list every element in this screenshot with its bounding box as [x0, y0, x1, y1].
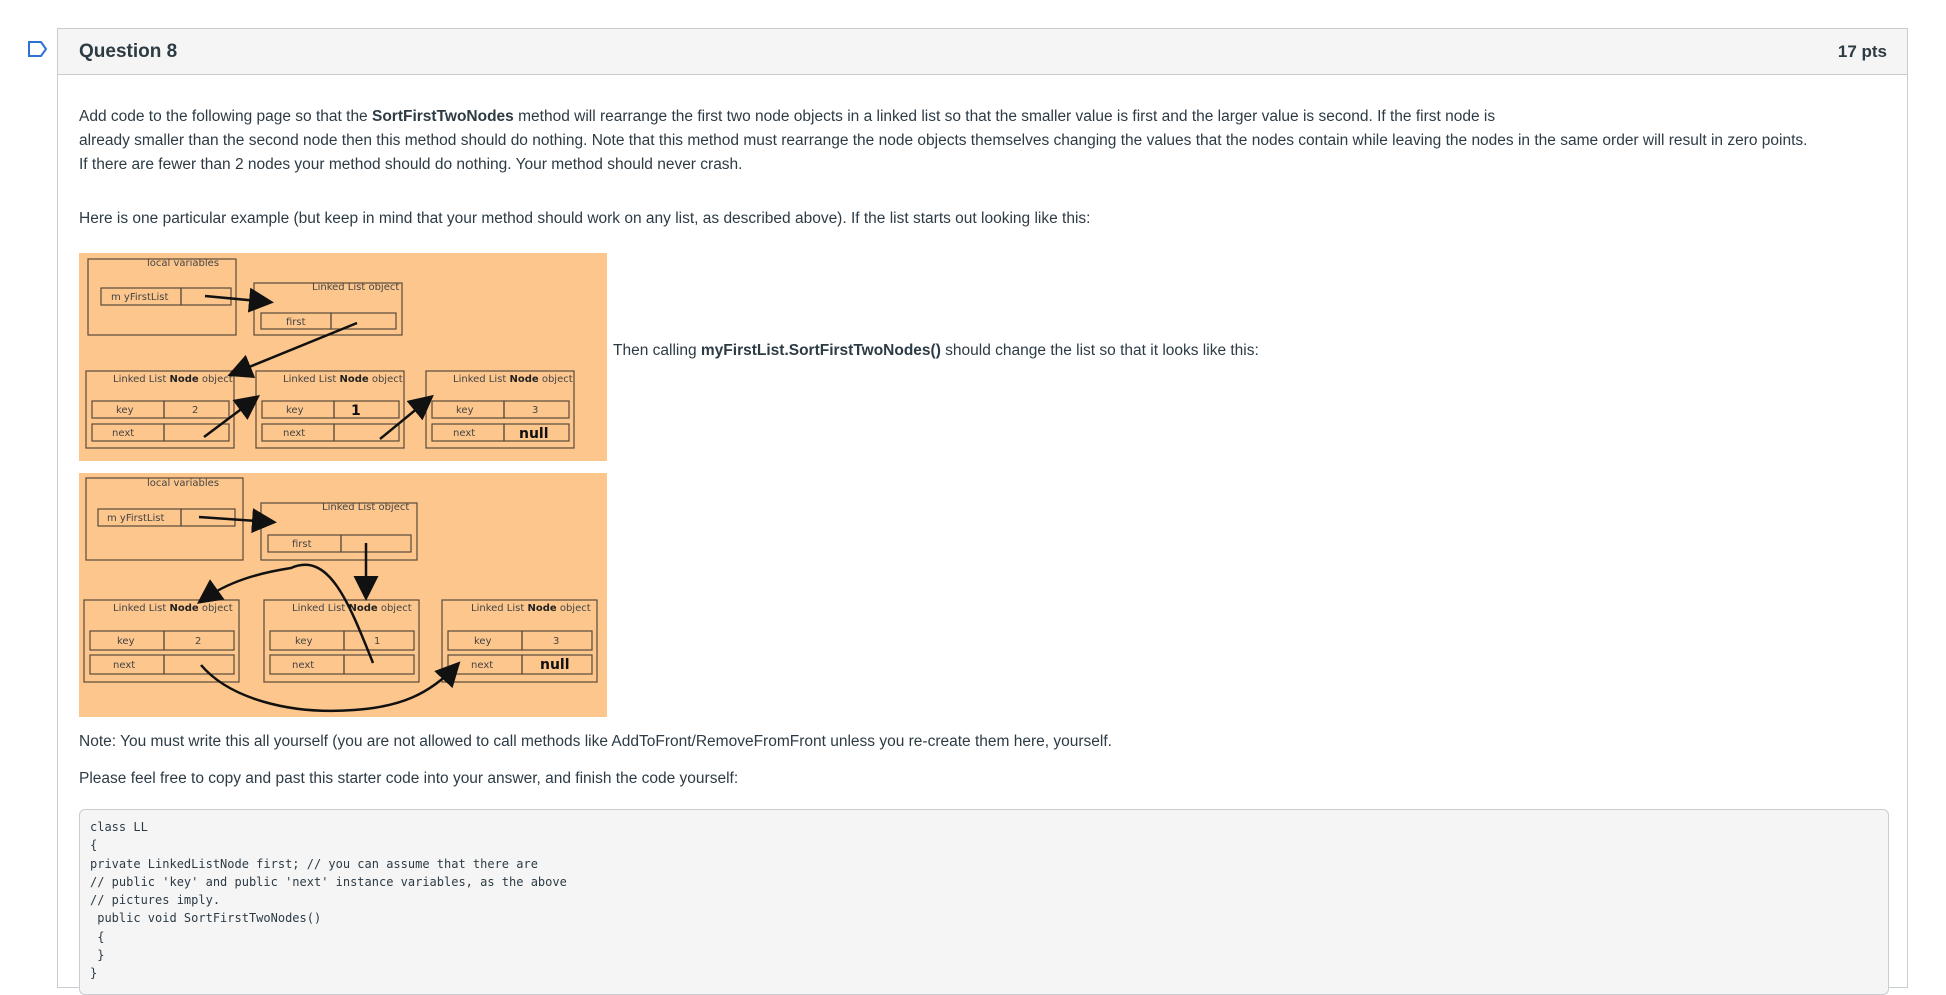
diagram-after: [79, 473, 607, 717]
instructions-line-2: already smaller than the second node then this method should do nothing. Note that this method must rearrange the node objects themselves changing the values that the nodes contain while leaving the nodes in the same order will result in zero points.: [79, 132, 1808, 149]
node-key-value: 3: [553, 636, 560, 647]
instructions-line-3: If there are fewer than 2 nodes your method should do nothing. Your method should never crash.: [79, 156, 743, 173]
node-key-value: 2: [195, 636, 202, 647]
node-title: Linked List Node object: [113, 374, 233, 385]
local-variables-label: local variables: [147, 258, 220, 269]
next-label: next: [292, 660, 315, 671]
starter-code-block[interactable]: class LL { private LinkedListNode first; // you can assume that there are // public 'key' and public 'next' instance variables, as the above // pictures imply. public void SortFirstTwoNodes() { } }: [79, 809, 1889, 995]
bookmark-flag-icon[interactable]: [27, 40, 49, 58]
question-points: 17 pts: [1837, 41, 1887, 61]
local-variables-label: local variables: [147, 478, 220, 489]
node-key-value: 2: [192, 405, 199, 416]
note-paragraph: Note: You must write this all yourself (you are not allowed to call methods like AddToFront/RemoveFromFront unless you re-create them here, yourself.: [79, 733, 1112, 750]
next-label: next: [113, 660, 136, 671]
node-title: Linked List Node object: [453, 374, 573, 385]
node-title: Linked List Node object: [283, 374, 403, 385]
list-object-label: Linked List object: [312, 282, 400, 293]
first-label: first: [286, 317, 306, 328]
next-label: next: [112, 428, 135, 439]
next-label: next: [283, 428, 306, 439]
key-label: key: [117, 636, 135, 647]
instructions-line-1: Add code to the following page so that the SortFirstTwoNodes method will rearrange the first two node objects in a linked list so that the smaller value is first and the larger value is second. If the first node is: [79, 108, 1496, 125]
null-label: null: [519, 426, 549, 442]
key-label: key: [474, 636, 492, 647]
node-key-value: 3: [532, 405, 539, 416]
node-title: Linked List Node object: [292, 603, 412, 614]
first-label: first: [292, 539, 312, 550]
diagram-caption: Then calling myFirstList.SortFirstTwoNodes() should change the list so that it looks like this:: [613, 342, 1259, 359]
method-call: myFirstList.SortFirstTwoNodes(): [700, 342, 941, 359]
question-header: [58, 29, 1907, 75]
method-name: SortFirstTwoNodes: [372, 108, 514, 125]
question-card: [57, 28, 1908, 988]
var-name-label: m yFirstList: [107, 513, 165, 524]
question-title: Question 8: [79, 40, 178, 62]
list-object-label: Linked List object: [322, 502, 410, 513]
node-key-value: 1: [351, 403, 361, 419]
node-key-value: 1: [374, 636, 381, 647]
node-title: Linked List Node object: [113, 603, 233, 614]
key-label: key: [456, 405, 474, 416]
key-label: key: [295, 636, 313, 647]
pointer-arrow: [232, 323, 357, 374]
instructions-paragraph: [79, 105, 1889, 177]
key-label: key: [286, 405, 304, 416]
example-intro: Here is one particular example (but keep in mind that your method should work on any list, as described above). If the list starts out looking like this:: [79, 210, 1091, 227]
next-label: next: [471, 660, 494, 671]
starter-code-intro: Please feel free to copy and past this starter code into your answer, and finish the code yourself:: [79, 770, 739, 787]
key-label: key: [116, 405, 134, 416]
next-label: next: [453, 428, 476, 439]
node-title: Linked List Node object: [471, 603, 591, 614]
pointer-arrow: [205, 296, 269, 302]
diagram-before: [79, 253, 607, 461]
var-name-label: m yFirstList: [111, 292, 169, 303]
null-label: null: [540, 657, 570, 673]
